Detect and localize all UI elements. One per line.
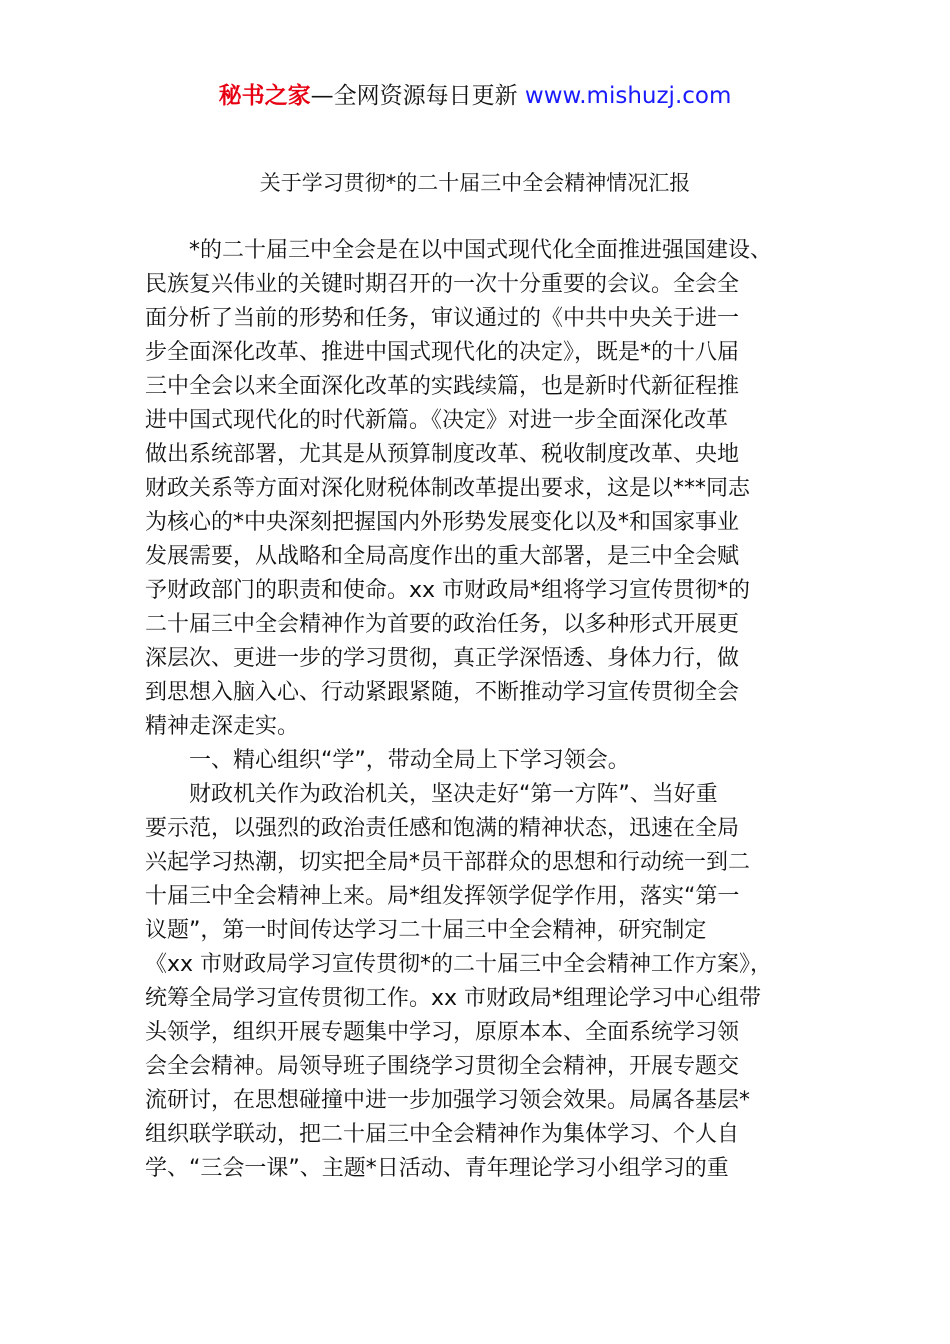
body-line: 予财政部门的职责和使命。xx 市财政局*组将学习宣传贯彻*的	[145, 578, 751, 603]
body-line: 一、精心组织“学”，带动全局上下学习领会。	[145, 748, 630, 773]
document-title: 关于学习贯彻*的二十届三中全会精神情况汇报	[259, 171, 691, 195]
body-line: 财政机关作为政治机关，坚决走好“第一方阵”、当好重	[145, 782, 718, 807]
brand-name: 秘书之家	[218, 83, 311, 109]
body-line: 财政关系等方面对深化财税体制改革提出要求，这是以***同志	[145, 476, 751, 501]
body-line: 《xx 市财政局学习宣传贯彻*的二十届三中全会精神工作方案》，	[145, 952, 773, 977]
body-line: 面分析了当前的形势和任务，审议通过的《中共中央关于进一	[145, 306, 740, 331]
body-line: 学、“三会一课”、主题*日活动、青年理论学习小组学习的重	[145, 1156, 729, 1181]
body-line: *的二十届三中全会是在以中国式现代化全面推进强国建设、	[145, 238, 773, 263]
body-line: 深层次、更进一步的学习贯彻，真正学深悟透、身体力行，做	[145, 646, 740, 671]
body-line: 组织联学联动，把二十届三中全会精神作为集体学习、个人自	[145, 1122, 740, 1147]
body-line: 头领学，组织开展专题集中学习，原原本本、全面系统学习领	[145, 1020, 740, 1045]
body-line: 为核心的*中央深刻把握国内外形势发展变化以及*和国家事业	[145, 510, 740, 535]
body-line: 议题”，第一时间传达学习二十届三中全会精神，研究制定	[145, 918, 707, 943]
body-line: 会全会精神。局领导班子围绕学习贯彻全会精神，开展专题交	[145, 1054, 740, 1079]
body-line: 到思想入脑入心、行动紧跟紧随，不断推动学习宣传贯彻全会	[145, 680, 740, 705]
body-line: 十届三中全会精神上来。局*组发挥领学促学作用，落实“第一	[145, 884, 740, 909]
body-line: 进中国式现代化的时代新篇。《决定》对进一步全面深化改革	[145, 408, 729, 433]
body-line: 精神走深走实。	[145, 714, 300, 739]
body-line: 二十届三中全会精神作为首要的政治任务，以多种形式开展更	[145, 612, 740, 637]
body-line: 统筹全局学习宣传贯彻工作。xx 市财政局*组理论学习中心组带	[145, 986, 762, 1011]
body-line: 民族复兴伟业的关键时期召开的一次十分重要的会议。全会全	[145, 272, 740, 297]
body-line: 三中全会以来全面深化改革的实践续篇，也是新时代新征程推	[145, 374, 740, 399]
body-line: 步全面深化改革、推进中国式现代化的决定》，既是*的十八届	[145, 340, 740, 365]
header-tagline: —全网资源每日更新	[310, 83, 525, 109]
body-line: 流研讨，在思想碰撞中进一步加强学习领会效果。局属各基层*	[145, 1088, 751, 1113]
site-url-link[interactable]: www.mishuzj.com	[524, 83, 732, 109]
body-line: 做出系统部署，尤其是从预算制度改革、税收制度改革、央地	[145, 442, 740, 467]
body-line: 兴起学习热潮，切实把全局*员干部群众的思想和行动统一到二	[145, 850, 751, 875]
body-line: 要示范，以强烈的政治责任感和饱满的精神状态，迅速在全局	[145, 816, 740, 841]
document-body	[145, 234, 817, 1186]
body-line: 发展需要，从战略和全局高度作出的重大部署，是三中全会赋	[145, 544, 740, 569]
site-header	[0, 80, 950, 112]
